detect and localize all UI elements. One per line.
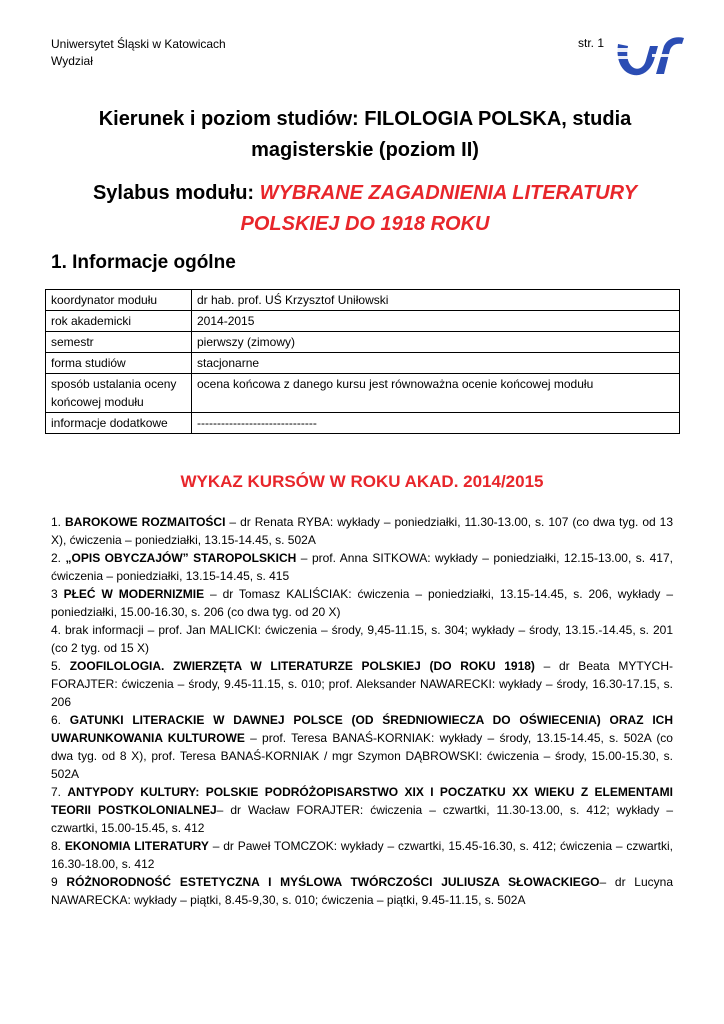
syllabus-prefix: Sylabus modułu: [92,182,260,204]
course-details: – prof. Teresa BANAŚ-KORNIAK: wykłady – środy, 13.15-14.45, s. 502A (co dwa tyg. od 8 X), prof. Teresa BANAŚ-KORNIAK / mgr Szymon DĄBROWSKI: ćwiczenia – środy, 15.00-15.30, s. 502A [51,731,673,781]
list-item [51,549,673,585]
info-key: semestr [46,332,192,353]
info-table [45,289,680,434]
module-name-line-1: WYBRANE ZAGADNIENIA LITERATURY [259,182,638,204]
course-details: – dr Tomasz KALIŚCIAK: ćwiczenia – poniedziałki, 13.15-14.45, s. 206, wykłady – poniedziałki, 15.00-16.30, s. 206 (co dwa tyg. od 20 X) [51,587,673,619]
table-row [46,374,680,413]
info-value: 2014-2015 [192,311,680,332]
course-title: PŁEĆ W MODERNIZMIE [63,587,205,601]
course-details: – dr Beata MYTYCH-FORAJTER: ćwiczenia – środy, 9.45-11.15, s. 010; prof. Aleksander NAWARECKI: wykłady – środy, 16.30-17.15, s. 206 [51,659,674,709]
info-key: rok akademicki [46,311,192,332]
table-row [46,332,680,353]
course-title: BAROKOWE ROZMAITOŚCI [65,515,226,529]
list-item [51,585,673,621]
university-logo [612,30,688,82]
list-item [51,837,673,873]
info-key: forma studiów [46,353,192,374]
page-header [51,36,226,70]
course-number: 2. [51,551,66,565]
page-number: str. 1 [578,36,605,50]
table-row [46,353,680,374]
info-value: dr hab. prof. UŚ Krzysztof Uniłowski [192,290,680,311]
syllabus-title [60,178,670,240]
course-number: 1. [51,515,65,529]
course-number: 9 [51,875,67,889]
list-item [51,621,673,657]
course-number: 5. [51,659,70,673]
course-details: – dr Renata RYBA: wykłady – poniedziałki, 11.30-13.00, s. 107 (co dwa tyg. od 13 X), ćwiczenia – poniedziałki, 13.15-14.45, s. 502A [51,515,674,547]
table-row [46,290,680,311]
course-details: – dr Paweł TOMCZOK: wykłady – czwartki, 15.45-16.30, s. 412; ćwiczenia – czwartki, 16.30-18.00, s. 412 [51,839,673,871]
list-item [51,513,673,549]
course-list [51,513,673,909]
list-item [51,783,673,837]
university-name: Uniwersytet Śląski w Katowicach [51,37,226,51]
info-key: koordynator modułu [46,290,192,311]
title-line-2: magisterskie (poziom II) [251,139,479,161]
course-details: – dr Lucyna NAWARECKA: wykłady – piątki, 8.45-9,30, s. 010; ćwiczenia – piątki, 9.45-11.15, s. 502A [51,875,673,907]
page-title [70,104,660,166]
course-title: ZOOFILOLOGIA. ZWIERZĘTA W LITERATURZE POLSKIEJ (DO ROKU 1918) [69,659,535,673]
info-key: sposób ustalania oceny końcowej modułu [46,374,192,413]
table-row [46,311,680,332]
course-details: – prof. Anna SITKOWA: wykłady – poniedziałki, 12.15-13.00, s. 417, ćwiczenia – poniedziałki, 13.15-14.45, s. 415 [51,551,673,583]
course-details: brak informacji – prof. Jan MALICKI: ćwiczenia – środy, 9,45-11.15, s. 304; wykłady – środy, 13.15.-14.45, s. 201 (co 2 tyg. od 15 X) [51,623,673,655]
course-number: 4. [51,623,65,637]
course-title: ANTYPODY KULTURY: POLSKIE PODRÓŻOPISARSTWO XIX I POCZATKU XX WIEKU Z ELEMENTAMI TEORII POSTKOLONIALNEJ [51,785,673,817]
info-value: pierwszy (zimowy) [192,332,680,353]
info-key: informacje dodatkowe [46,413,192,434]
courses-heading: WYKAZ KURSÓW W ROKU AKAD. 2014/2015 [180,472,544,491]
course-title: RÓŻNORODNOŚĆ ESTETYCZNA I MYŚLOWA TWÓRCZOŚCI JULIUSZA SŁOWACKIEGO [66,875,600,889]
course-title: EKONOMIA LITERATURY [64,839,209,853]
table-row [46,413,680,434]
info-value: ocena końcowa z danego kursu jest równoważna ocenie końcowej modułu [192,374,680,413]
list-item [51,873,673,909]
faculty-name: Wydział [51,54,93,68]
title-line-1: Kierunek i poziom studiów: FILOLOGIA POLSKA, studia [98,108,632,130]
course-title: GATUNKI LITERACKIE W DAWNEJ POLSCE (OD ŚREDNIOWIECZA DO OŚWIECENIA) ORAZ ICH UWARUNKOWANIA KULTUROWE [51,713,673,745]
info-value: ------------------------------ [192,413,680,434]
course-number: 6. [51,713,70,727]
info-value: stacjonarne [192,353,680,374]
course-number: 8. [51,839,65,853]
course-details: – dr Wacław FORAJTER: ćwiczenia – czwartki, 11.30-13.00, s. 412; wykłady – czwartki, 15.00-15.45, s. 412 [51,803,673,835]
course-number: 7. [51,785,68,799]
module-name-line-2: POLSKIEJ DO 1918 ROKU [240,213,490,235]
course-number: 3 [51,587,64,601]
list-item [51,657,673,711]
list-item [51,711,673,783]
course-title: „OPIS OBYCZAJÓW” STAROPOLSKICH [65,551,297,565]
section-heading-info: 1. Informacje ogólne [51,252,236,273]
